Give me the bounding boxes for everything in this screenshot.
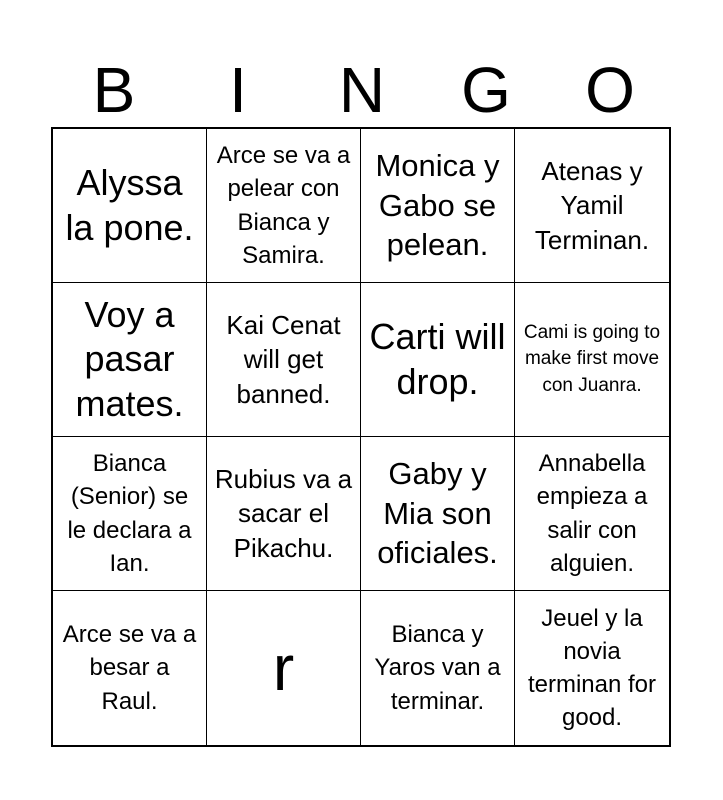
bingo-cell[interactable] — [207, 129, 361, 283]
bingo-cell-text: Kai Cenat will get banned. — [226, 310, 341, 409]
bingo-cell-text: Annabella empieza a salir con alguien. — [536, 450, 648, 577]
bingo-cell[interactable] — [53, 437, 207, 591]
bingo-cell-text: Arce se va a pelear con Bianca y Samira. — [216, 142, 351, 269]
bingo-cell-text: Gaby y Mia son oficiales. — [377, 455, 498, 571]
bingo-cell-text: Atenas y Yamil Terminan. — [534, 156, 650, 255]
bingo-cell[interactable] — [515, 283, 669, 437]
header-letter-i: I — [229, 54, 247, 126]
bingo-cell-text: Rubius va a sacar el Pikachu. — [214, 464, 353, 563]
bingo-cell[interactable] — [515, 437, 669, 591]
bingo-cell[interactable] — [515, 129, 669, 283]
bingo-cell-text: Carti will drop. — [369, 315, 506, 402]
bingo-cell[interactable] — [361, 437, 515, 591]
bingo-cell[interactable] — [207, 437, 361, 591]
bingo-header — [52, 52, 672, 128]
bingo-board — [51, 127, 671, 747]
bingo-cell-text: Voy a pasar mates. — [75, 293, 184, 424]
header-letter-n: N — [338, 54, 386, 126]
bingo-cell-text: r — [272, 632, 295, 704]
header-letter-o: O — [585, 54, 635, 126]
bingo-cell[interactable] — [515, 591, 669, 745]
bingo-cell-text: Bianca (Senior) se le declara a Ian. — [67, 450, 192, 577]
bingo-cell-text: Jeuel y la novia terminan for good. — [527, 604, 657, 732]
bingo-cell[interactable] — [207, 283, 361, 437]
bingo-cell[interactable] — [53, 283, 207, 437]
bingo-cell[interactable] — [53, 591, 207, 745]
header-letter-g: G — [461, 54, 511, 126]
bingo-cell[interactable] — [361, 591, 515, 745]
bingo-cell[interactable] — [53, 129, 207, 283]
bingo-cell-text: Monica y Gabo se pelean. — [375, 147, 500, 263]
bingo-cell-text: Cami is going to make first move con Juanra. — [523, 322, 661, 396]
bingo-free-cell[interactable] — [207, 591, 361, 745]
bingo-cell-text: Alyssa la pone. — [65, 161, 194, 248]
bingo-cell-text: Bianca y Yaros van a terminar. — [374, 621, 501, 715]
bingo-cell[interactable] — [361, 129, 515, 283]
bingo-cell[interactable] — [361, 283, 515, 437]
header-letter-b: B — [92, 54, 136, 126]
bingo-cell-text: Arce se va a besar a Raul. — [62, 621, 197, 715]
